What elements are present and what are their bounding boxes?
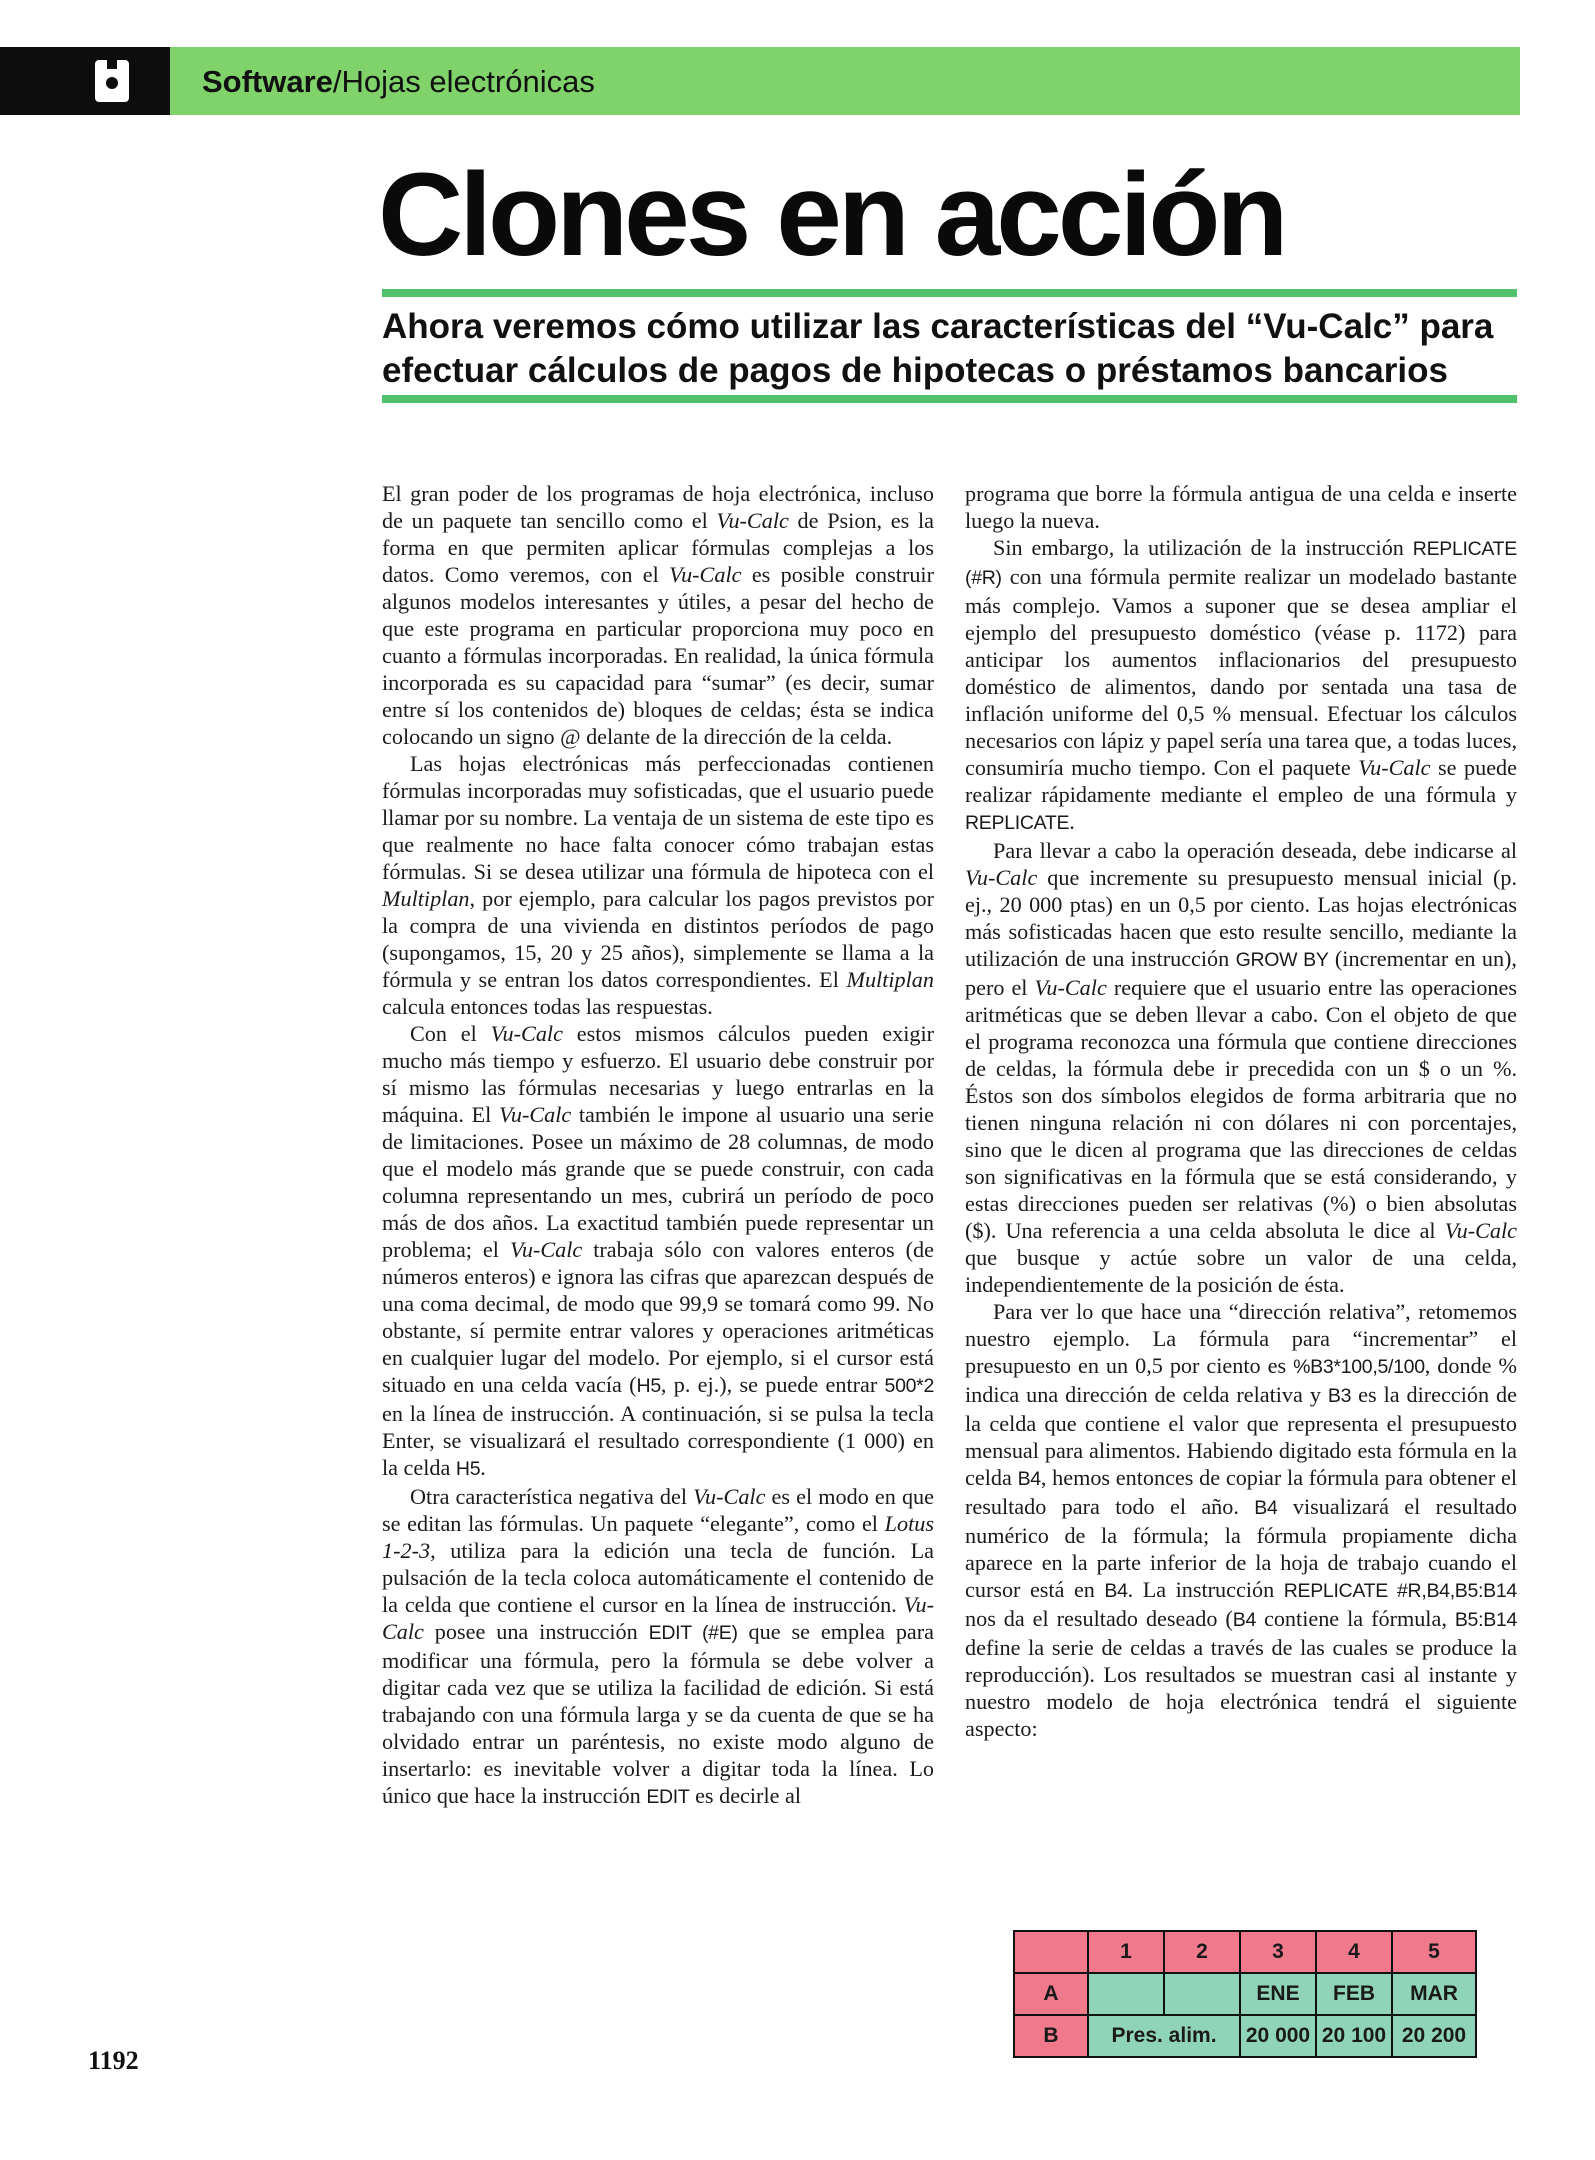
body-paragraph: Otra característica negativa del Vu-Calc es el modo en que se editan las fórmulas. Un paquete “elegante”, como el Lotus 1-2-3, utiliza para la edición una tecla de función. La pulsación de la tecla coloca automáticamente el contenido de la celda que contiene el cursor en la línea de instrucción. Vu-Calc posee una instrucción EDIT (#E) que se emplea para modificar una fórmula, pero la fórmula se debe volver a digitar cada vez que se utiliza la facilidad de edición. Si está trabajando con una fórmula larga y se da cuenta de que se ha olvidado entrar un paréntesis, no existe modo alguno de insertarlo: es inevitable volver a digitar toda la línea. Lo único que hace la instrucción EDIT es decirle al <box>382 1484 935 1808</box>
body-paragraph: programa que borre la fórmula antigua de una celda e inserte luego la nueva. <box>965 481 1517 533</box>
row-header: B <box>1014 2015 1088 2057</box>
spreadsheet-row-b <box>1014 2015 1476 2057</box>
spreadsheet-cell: Pres. alim. <box>1088 2015 1240 2057</box>
spreadsheet-header-row <box>1014 1931 1476 1973</box>
body-column-right <box>965 480 1517 1742</box>
row-header: A <box>1014 1973 1088 2015</box>
section-title: Software/Hojas electrónicas <box>202 64 595 99</box>
column-header: 3 <box>1240 1931 1316 1973</box>
spreadsheet-cell: 20 000 <box>1240 2015 1316 2057</box>
article-subtitle: Ahora veremos cómo utilizar las características del “Vu-Calc” para efectuar cálculos de pagos de hipotecas o préstamos bancarios <box>382 307 1494 390</box>
body-paragraph: Para ver lo que hace una “dirección relativa”, retomemos nuestro ejemplo. La fórmula para “incrementar” el presupuesto en un 0,5 por ciento es %B3*100,5/100, donde % indica una dirección de celda relativa y B3 es la dirección de la celda que contiene el valor que representa el presupuesto mensual para alimentos. Habiendo digitado esta fórmula en la celda B4, hemos entonces de copiar la fórmula para obtener el resultado para todo el año. B4 visualizará el resultado numérico de la fórmula; la fórmula propiamente dicha aparece en la parte inferior de la hoja de trabajo cuando el cursor está en B4. La instrucción REPLICATE #R,B4,B5:B14 nos da el resultado deseado (B4 contiene la fórmula, B5:B14 define la serie de celdas a través de las cuales se produce la reproducción). Los resultados se muestran casi al instante y nuestro modelo de hoja electrónica tendrá el siguiente aspecto: <box>965 1299 1517 1741</box>
body-paragraph: Con el Vu-Calc estos mismos cálculos pueden exigir mucho más tiempo y esfuerzo. El usuario debe construir por sí mismo las fórmulas necesarias y luego entrarlas en la máquina. El Vu-Calc también le impone al usuario una serie de limitaciones. Posee un máximo de 28 columnas, de modo que el modelo más grande que se puede construir, con cada columna representando un mes, cubrirá un período de poco más de dos años. La exactitud también puede representar un problema; el Vu-Calc trabaja sólo con valores enteros (de números enteros) e ignora las cifras que aparezcan después de una coma decimal, de modo que 99,9 se tomará como 99. No obstante, sí permite entrar valores y operaciones aritméticas en cualquier lugar del modelo. Por ejemplo, si el cursor está situado en una celda vacía (H5, p. ej.), se puede entrar 500*2 en la línea de instrucción. A continuación, si se pulsa la tecla Enter, se visualizará el resultado correspondiente (1 000) en la celda H5. <box>382 1021 935 1480</box>
section-band-tab <box>0 47 170 115</box>
spreadsheet-cell: 20 100 <box>1316 2015 1392 2057</box>
spreadsheet-corner <box>1014 1931 1088 1973</box>
body-paragraph: Para llevar a cabo la operación deseada, debe indicarse al Vu-Calc que incremente su presupuesto mensual inicial (p. ej., 20 000 ptas) en un 0,5 por ciento. Las hojas electrónicas más sofisticadas hacen que esto resulte sencillo, mediante la utilización de una instrucción GROW BY (incrementar en un), pero el Vu-Calc requiere que el usuario entre las operaciones aritméticas que se deben llevar a cabo. Con el objeto de que el programa reconozca una fórmula que contiene direcciones de celdas, la fórmula debe ir precedida con un $ o un %. Éstos son dos símbolos elegidos de forma arbitraria que no tienen ninguna relación ni con dólares ni con porcentajes, sino que le dicen al programa que las direcciones de celdas son significativas en la fórmula que se está considerando, y estas direcciones pueden ser relativas (%) o bien absolutas ($). Una referencia a una celda absoluta le dice al Vu-Calc que busque y actúe sobre un valor de una celda, independientemente de la posición de ésta. <box>965 838 1517 1297</box>
subtitle-rule-bottom <box>382 395 1517 403</box>
body-paragraph: Sin embargo, la utilización de la instrucción REPLICATE (#R) con una fórmula permite realizar un modelado bastante más complejo. Vamos a suponer que se desea ampliar el ejemplo del presupuesto doméstico (véase p. 1172) para anticipar los aumentos inflacionarios del presupuesto doméstico de alimentos, dando por sentada una tasa de inflación uniforme del 0,5 % mensual. Efectuar los cálculos necesarios con lápiz y papel sería una tarea que, a todas luces, consumiría mucho tiempo. Con el paquete Vu-Calc se puede realizar rápidamente mediante el empleo de una fórmula y REPLICATE. <box>965 535 1517 834</box>
body-column-left <box>382 480 934 1811</box>
spreadsheet-cell: MAR <box>1392 1973 1476 2015</box>
spreadsheet-example <box>1013 1930 1477 2058</box>
spreadsheet-cell <box>1088 1973 1164 2015</box>
subtitle-rule-top <box>382 289 1517 297</box>
body-paragraph: Las hojas electrónicas más perfeccionadas contienen fórmulas incorporadas muy sofisticadas, que el usuario puede llamar por su nombre. La ventaja de un sistema de este tipo es que realmente no hace falta conocer cómo trabajan estas fórmulas. Si se desea utilizar una fórmula de hipoteca con el Multiplan, por ejemplo, para calcular los pagos previstos por la compra de una vivienda en distintos períodos de pago (supongamos, 15, 20 y 25 años), simplemente se llama a la fórmula y se entran los datos correspondientes. El Multiplan calcula entonces todas las respuestas. <box>382 751 934 1019</box>
spreadsheet-cell: ENE <box>1240 1973 1316 2015</box>
spreadsheet-cell: FEB <box>1316 1973 1392 2015</box>
floppy-disk-icon <box>95 60 129 102</box>
column-header: 5 <box>1392 1931 1476 1973</box>
column-header: 2 <box>1164 1931 1240 1973</box>
spreadsheet-cell <box>1164 1973 1240 2015</box>
column-header: 4 <box>1316 1931 1392 1973</box>
spreadsheet-cell: 20 200 <box>1392 2015 1476 2057</box>
spreadsheet-row-a <box>1014 1973 1476 2015</box>
page-number: 1192 <box>88 2046 139 2075</box>
body-paragraph: El gran poder de los programas de hoja electrónica, incluso de un paquete tan sencillo como el Vu-Calc de Psion, es la forma en que permiten aplicar fórmulas complejas a los datos. Como veremos, con el Vu-Calc es posible construir algunos modelos interesantes y útiles, a pesar del hecho de que este programa en particular proporciona muy poco en cuanto a fórmulas incorporadas. En realidad, la única fórmula incorporada es su capacidad para “sumar” (es decir, sumar entre sí los contenidos de) bloques de celdas; ésta se indica colocando un signo @ delante de la dirección de la celda. <box>382 481 935 749</box>
column-header: 1 <box>1088 1931 1164 1973</box>
article-title: Clones en acción <box>378 149 1285 281</box>
